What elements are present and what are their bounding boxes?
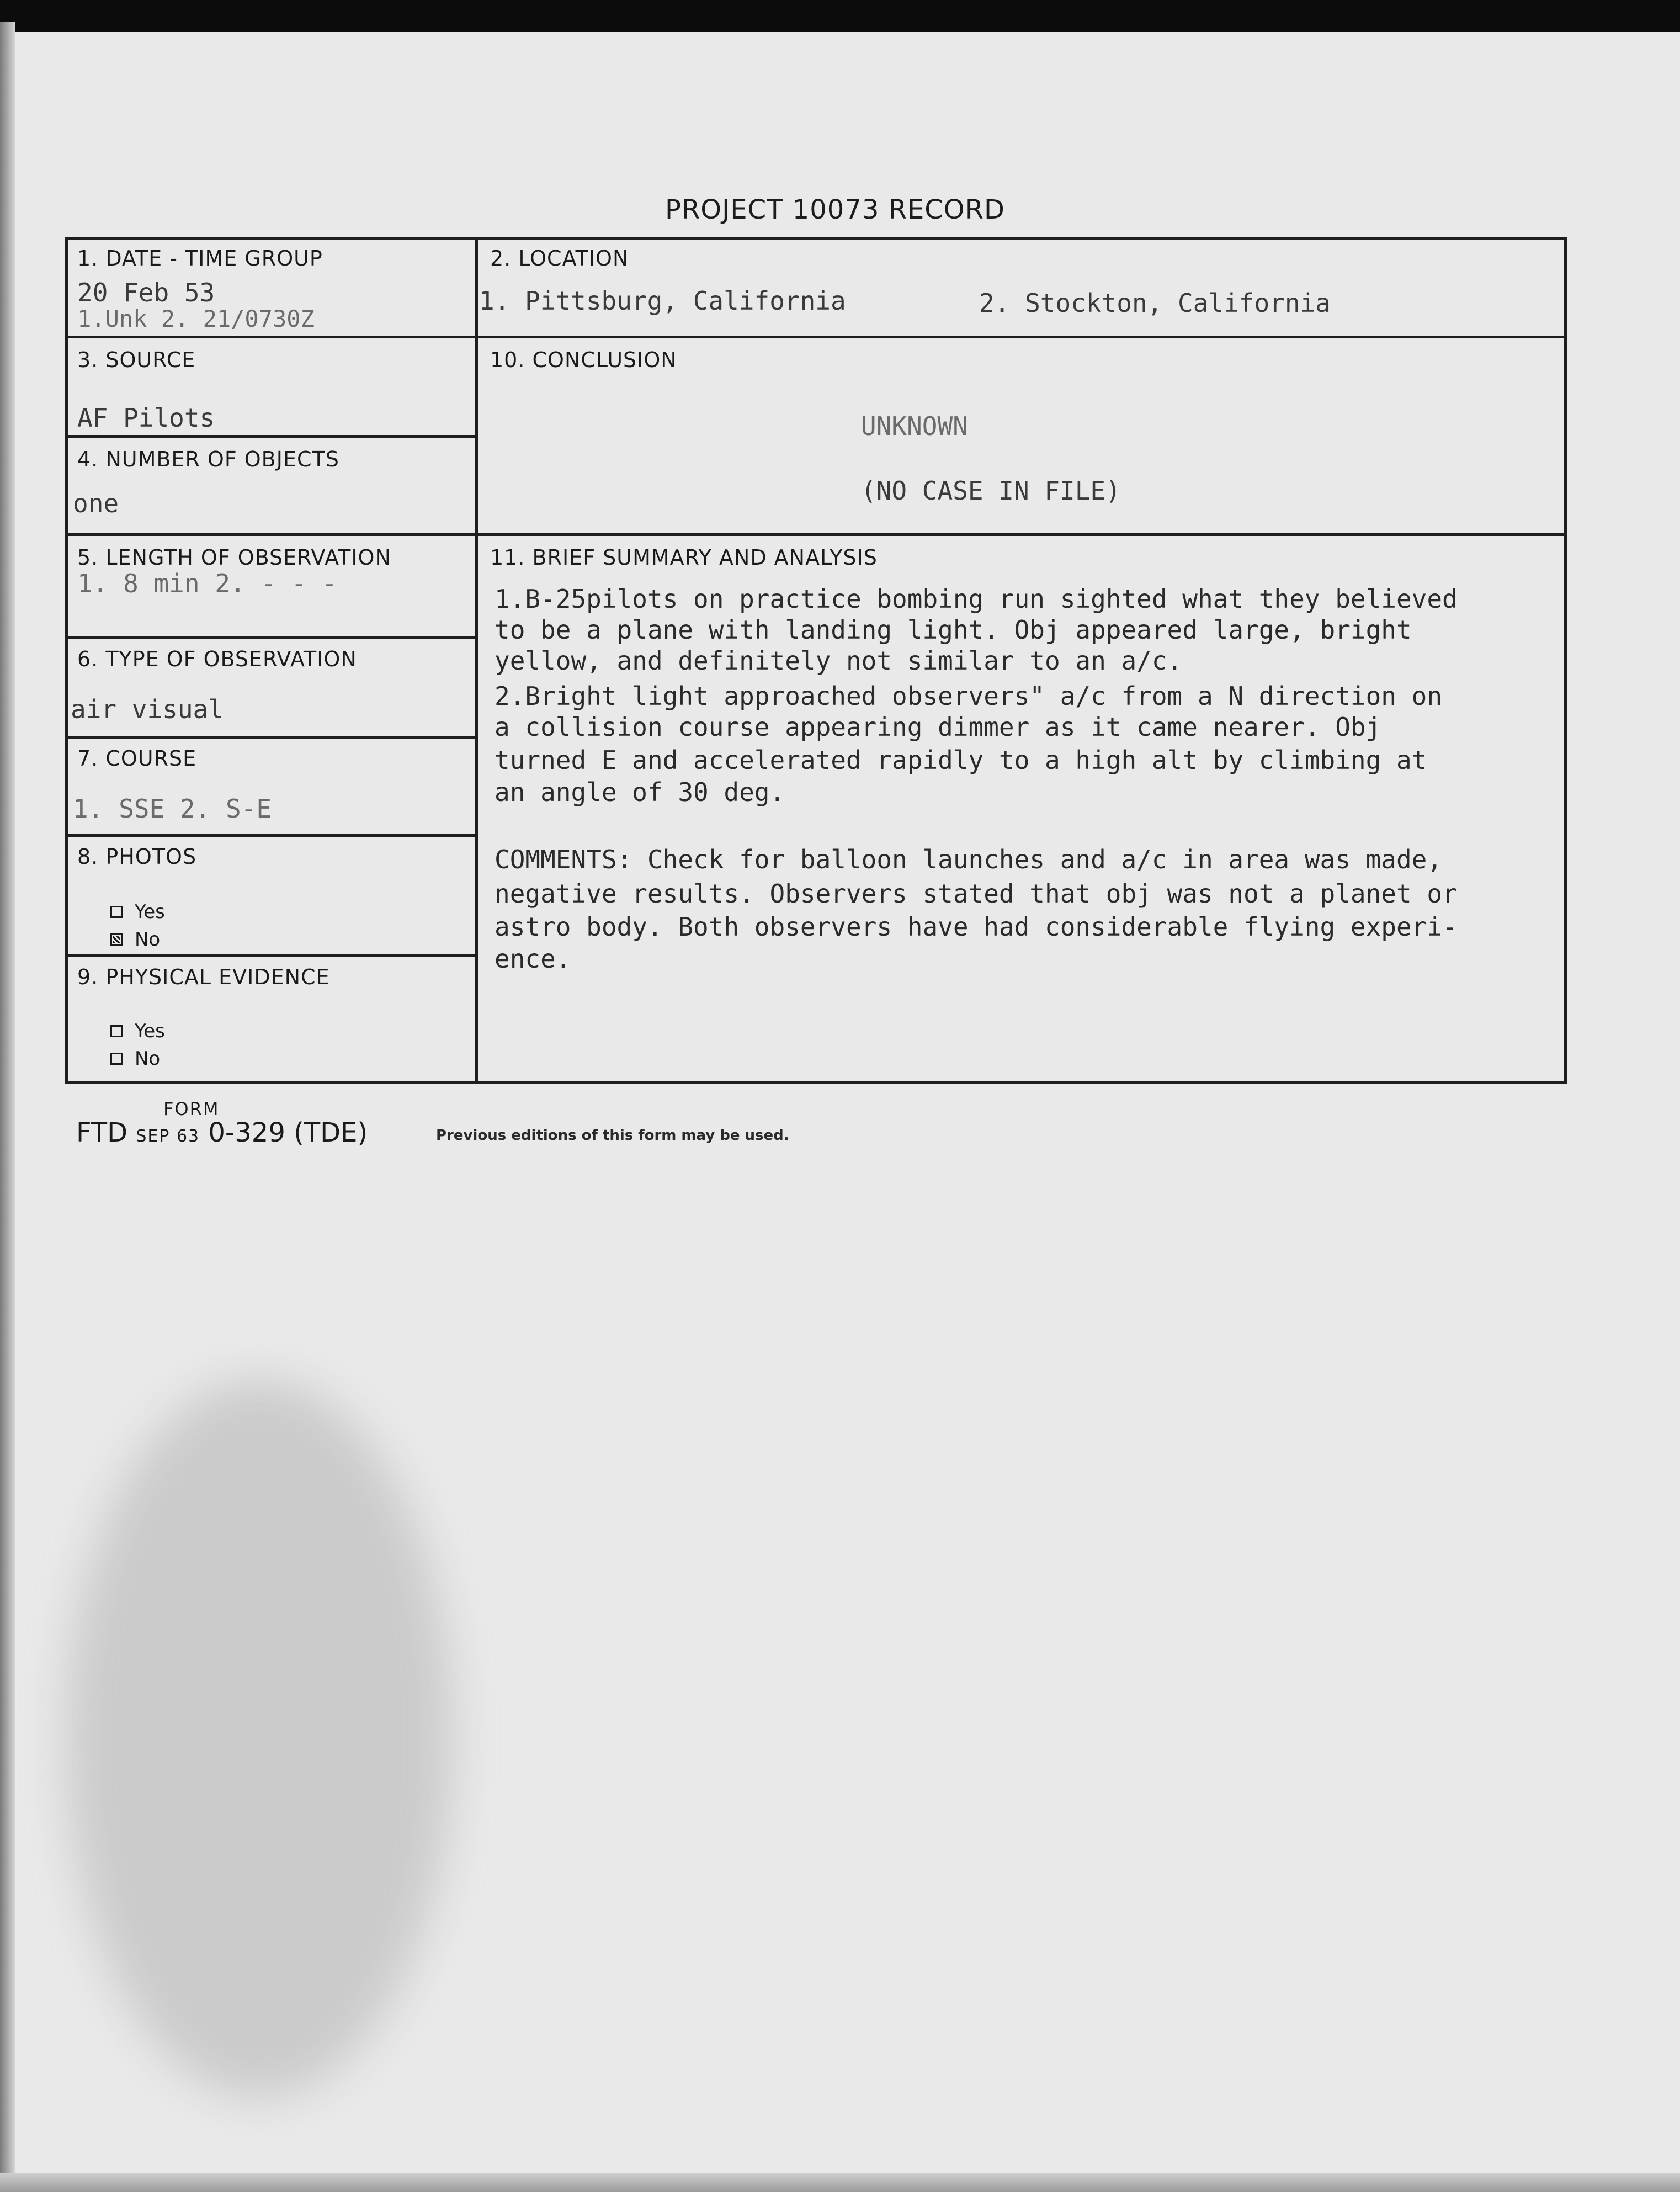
photos-yes-label: Yes [135,901,165,923]
course-label: 7. COURSE [77,746,197,771]
date-time-label: 1. DATE - TIME GROUP [77,246,323,270]
photos-yes-checkbox[interactable] [110,906,123,918]
comment-line: astro body. Both observers have had considerable flying experi- [495,912,1458,942]
length-of-observation-label: 5. LENGTH OF OBSERVATION [77,545,391,570]
row-divider [65,736,476,739]
evidence-yes-label: Yes [135,1020,165,1042]
footer-note: Previous editions of this form may be used. [436,1127,789,1144]
summary-line: yellow, and definitely not similar to an a/c. [495,646,1183,676]
location-2: 2. Stockton, California [979,288,1331,318]
photos-no-checkbox[interactable] [110,933,123,946]
summary-line: a collision course appearing dimmer as it came nearer. Obj [495,712,1381,742]
summary-line: to be a plane with landing light. Obj appeared large, bright [495,615,1412,645]
type-of-observation-value: air visual [71,694,224,724]
footer-prefix: FTD [76,1117,128,1148]
summary-line: 2.Bright light approached observers" a/c from a N direction on [495,681,1443,711]
physical-evidence-label: 9. PHYSICAL EVIDENCE [77,965,330,989]
row-divider [65,336,1567,338]
footer-date: SEP 63 [136,1127,200,1146]
evidence-no-checkbox[interactable] [110,1053,123,1065]
summary-label: 11. BRIEF SUMMARY AND ANALYSIS [490,545,878,570]
comment-line: negative results. Observers stated that obj was not a planet or [495,879,1458,909]
photos-no-label: No [135,928,161,951]
summary-line: an angle of 30 deg. [495,777,785,807]
comment-line: ence. [495,944,571,974]
row-divider [65,533,1567,536]
footer-form-label: FORM [163,1098,220,1119]
row-divider [65,636,476,639]
scan-left-edge [0,22,15,2175]
footer-code: 0-329 (TDE) [208,1117,368,1148]
conclusion-note: (NO CASE IN FILE) [861,476,1121,506]
date-value: 20 Feb 53 [77,278,215,307]
form-title: PROJECT 10073 RECORD [665,194,1005,225]
scan-smudge [66,1380,453,2098]
comment-line: COMMENTS: Check for balloon launches and a/c in area was made, [495,845,1443,874]
column-divider [475,237,478,1084]
summary-line: turned E and accelerated rapidly to a high alt by climbing at [495,745,1427,775]
location-label: 2. LOCATION [490,246,629,270]
course-value: 1. SSE 2. S-E [73,794,272,824]
conclusion-label: 10. CONCLUSION [490,348,677,372]
source-value: AF Pilots [77,403,215,433]
length-of-observation-value: 1. 8 min 2. - - - [77,569,337,598]
evidence-yes-checkbox[interactable] [110,1025,123,1037]
row-divider [65,834,476,837]
photos-no-option[interactable] [110,928,160,951]
scan-top-border [0,0,1680,32]
evidence-no-label: No [135,1048,161,1070]
photos-label: 8. PHOTOS [77,845,196,869]
location-1: 1. Pittsburg, California [479,286,846,316]
number-of-objects-value: one [73,489,119,518]
evidence-no-option[interactable] [110,1048,160,1070]
row-divider [65,954,476,957]
number-of-objects-label: 4. NUMBER OF OBJECTS [77,447,339,471]
time-value: 1.Unk 2. 21/0730Z [77,305,315,332]
source-label: 3. SOURCE [77,348,196,372]
evidence-yes-option[interactable] [110,1020,165,1042]
type-of-observation-label: 6. TYPE OF OBSERVATION [77,647,357,671]
summary-line: 1.B-25pilots on practice bombing run sighted what they believed [495,584,1458,614]
conclusion-value: UNKNOWN [861,411,968,441]
row-divider [65,435,476,438]
scan-bottom-edge [0,2173,1680,2192]
footer-form-number [76,1117,368,1148]
photos-yes-option[interactable] [110,901,165,923]
